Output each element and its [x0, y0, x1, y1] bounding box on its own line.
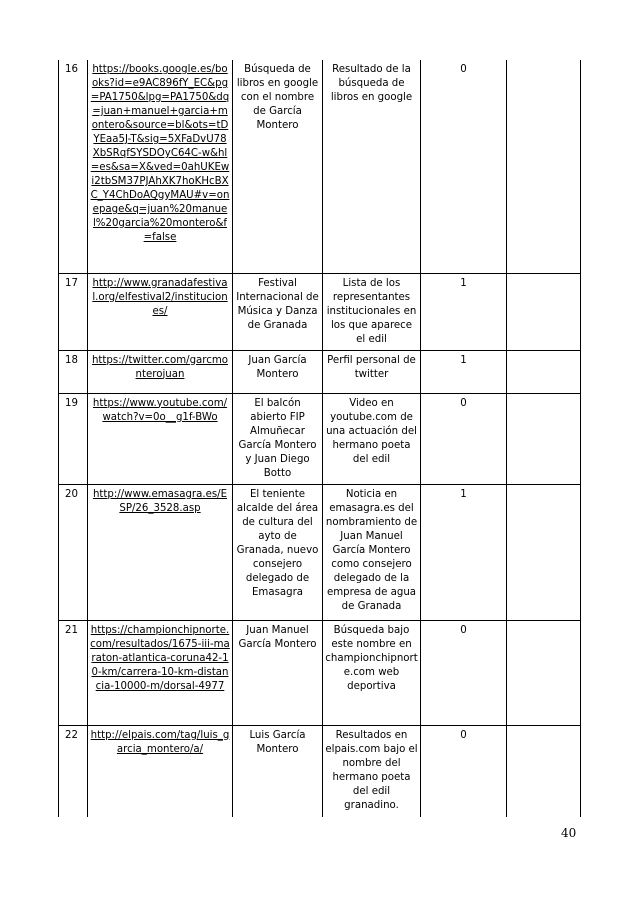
value-cell: 1	[421, 273, 507, 350]
title-cell: Búsqueda de libros en google con el nombre de García Montero	[233, 60, 323, 273]
title-cell: El teniente alcalde del área de cultura del ayto de Granada, nuevo consejero delegado de Emasagra	[233, 484, 323, 620]
empty-cell	[507, 273, 581, 350]
table-row	[59, 60, 581, 273]
empty-cell	[507, 620, 581, 725]
url-link[interactable]: https://championchipnorte.com/resultados/1675-iii-maraton-atlantica-coruna42-10-km/carrera-10-km-distancia-10000-m/dorsal-4977	[90, 624, 230, 692]
description-cell: Resultados en elpais.com bajo el nombre del hermano poeta del edil granadino.	[323, 725, 421, 817]
value-cell: 0	[421, 620, 507, 725]
row-number: 19	[59, 393, 88, 484]
url-cell	[88, 725, 233, 817]
description-cell: Búsqueda bajo este nombre en championchipnorte.com web deportiva	[323, 620, 421, 725]
url-link[interactable]: https://twitter.com/garcmonterojuan	[91, 354, 229, 380]
table-row	[59, 620, 581, 725]
url-link[interactable]: http://elpais.com/tag/luis_garcia_montero/a/	[90, 729, 230, 755]
table-row	[59, 484, 581, 620]
url-cell	[88, 484, 233, 620]
url-cell	[88, 273, 233, 350]
url-cell	[88, 350, 233, 393]
empty-cell	[507, 725, 581, 817]
title-cell: Festival Internacional de Música y Danza de Granada	[233, 273, 323, 350]
description-cell: Resultado de la búsqueda de libros en google	[323, 60, 421, 273]
value-cell: 0	[421, 393, 507, 484]
table-row	[59, 350, 581, 393]
title-cell: El balcón abierto FIP Almuñecar García Montero y Juan Diego Botto	[233, 393, 323, 484]
value-cell: 0	[421, 60, 507, 273]
row-number: 16	[59, 60, 88, 273]
title-cell: Juan Manuel García Montero	[233, 620, 323, 725]
row-number: 18	[59, 350, 88, 393]
description-cell: Noticia en emasagra.es del nombramiento de Juan Manuel García Montero como consejero delegado de la empresa de agua de Granada	[323, 484, 421, 620]
page-number: 40	[561, 826, 577, 840]
empty-cell	[507, 350, 581, 393]
title-cell: Juan García Montero	[233, 350, 323, 393]
url-cell	[88, 620, 233, 725]
url-cell	[88, 60, 233, 273]
table-row	[59, 393, 581, 484]
table-row	[59, 725, 581, 817]
value-cell: 0	[421, 725, 507, 817]
table-row	[59, 273, 581, 350]
empty-cell	[507, 484, 581, 620]
title-cell: Luis García Montero	[233, 725, 323, 817]
description-cell: Lista de los representantes institucionales en los que aparece el edil	[323, 273, 421, 350]
row-number: 20	[59, 484, 88, 620]
url-link[interactable]: http://www.emasagra.es/ESP/26_3528.asp	[92, 488, 228, 514]
url-link[interactable]: http://www.granadafestival.org/elfestival2/instituciones/	[92, 277, 228, 317]
results-table	[58, 60, 581, 817]
empty-cell	[507, 393, 581, 484]
url-link[interactable]: https://books.google.es/books?id=e9AC896fY_EC&pg=PA1750&lpg=PA1750&dq=juan+manuel+garcia+montero&source=bl&ots=tDYEaa5J-T&sig=5XFaDvU78XbSRqfSYSDOyC64C-w&hl=es&sa=X&ved=0ahUKEwi2tbSM37PJAhXK7hoKHcBXC_Y4ChDoAQgyMAU#v=onepage&q=juan%20manuel%20garcia%20montero&f=false	[90, 64, 230, 243]
url-link[interactable]: https://www.youtube.com/watch?v=0o__g1f-BWo	[92, 397, 228, 423]
row-number: 22	[59, 725, 88, 817]
url-cell	[88, 393, 233, 484]
row-number: 17	[59, 273, 88, 350]
value-cell: 1	[421, 350, 507, 393]
description-cell: Video en youtube.com de una actuación del hermano poeta del edil	[323, 393, 421, 484]
empty-cell	[507, 60, 581, 273]
row-number: 21	[59, 620, 88, 725]
description-cell: Perfil personal de twitter	[323, 350, 421, 393]
value-cell: 1	[421, 484, 507, 620]
